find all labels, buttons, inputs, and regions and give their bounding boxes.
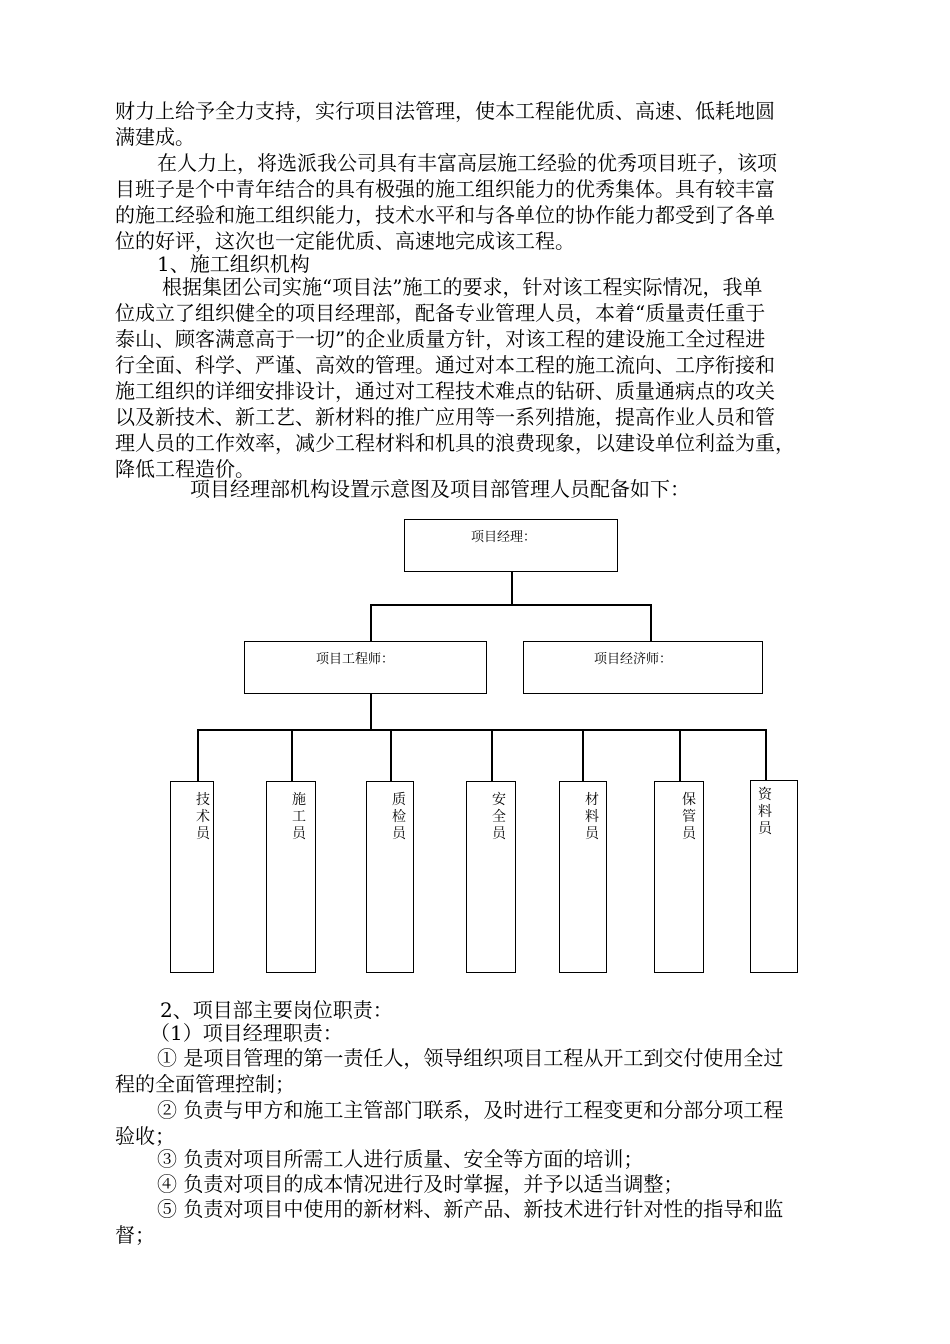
engineer-label: 项目工程师： [316, 652, 395, 667]
staff-box-5 [559, 781, 607, 973]
connector [765, 729, 767, 781]
economist-label: 项目经济师： [594, 652, 673, 667]
staff-label-4: 安 全 员 [492, 792, 506, 842]
connector [197, 729, 766, 731]
manager-label: 项目经理： [471, 530, 537, 545]
connector [679, 729, 681, 782]
text-line: 的施工经验和施工组织能力，技术水平和与各单位的协作能力都受到了各单 [115, 203, 775, 227]
text-line: 位的好评，这次也一定能优质、高速地完成该工程。 [115, 229, 575, 253]
engineer-box [244, 641, 487, 694]
duty-item: ⑤ 负责对项目中使用的新材料、新产品、新技术进行针对性的指导和监 [157, 1197, 784, 1221]
connector [197, 729, 199, 782]
connector [291, 729, 293, 782]
section-heading-1: 1、施工组织机构 [157, 252, 310, 276]
duty-item: ③ 负责对项目所需工人进行质量、安全等方面的培训； [157, 1147, 644, 1171]
staff-box-1 [170, 781, 214, 973]
text-line: 位成立了组织健全的项目经理部，配备专业管理人员，本着“质量责任重于 [115, 301, 766, 325]
connector [491, 729, 493, 782]
section-heading-2: 2、项目部主要岗位职责： [160, 998, 393, 1022]
connector [370, 604, 372, 642]
text-line: 理人员的工作效率，减少工程材料和机具的浪费现象，以建设单位利益为重， [115, 431, 795, 455]
staff-label-2: 施 工 员 [292, 792, 306, 842]
chart-intro: 项目经理部机构设置示意图及项目部管理人员配备如下： [190, 477, 690, 501]
text-line: 目班子是个中青年结合的具有极强的施工组织能力的优秀集体。具有较丰富 [115, 177, 775, 201]
staff-label-3: 质 检 员 [392, 792, 406, 842]
text-line: 在人力上，将选派我公司具有丰富高层施工经验的优秀项目班子，该项 [157, 151, 777, 175]
staff-box-3 [366, 781, 414, 973]
staff-box-6 [654, 781, 704, 973]
connector [390, 729, 392, 782]
duty-item: ① 是项目管理的第一责任人，领导组织项目工程从开工到交付使用全过 [157, 1046, 784, 1070]
text-line: 根据集团公司实施“项目法”施工的要求，针对该工程实际情况，我单 [162, 275, 763, 299]
staff-box-7 [750, 780, 798, 973]
staff-box-4 [466, 781, 516, 973]
duty-item: ② 负责与甲方和施工主管部门联系，及时进行工程变更和分部分项工程 [157, 1098, 784, 1122]
connector [650, 604, 652, 642]
connector [511, 572, 513, 605]
connector [370, 604, 651, 606]
connector [370, 694, 372, 730]
text-line: 泰山、顾客满意高于一切”的企业质量方针，对该工程的建设施工全过程进 [115, 327, 766, 351]
connector [582, 729, 584, 782]
duty-item: ④ 负责对项目的成本情况进行及时掌握，并予以适当调整； [157, 1172, 684, 1196]
staff-label-5: 材 料 员 [585, 792, 599, 842]
staff-box-2 [266, 781, 316, 973]
subheading: （1）项目经理职责： [150, 1021, 343, 1045]
staff-label-1: 技 术 员 [196, 792, 210, 842]
manager-box [404, 519, 618, 572]
duty-item-cont: 督； [115, 1223, 155, 1247]
staff-label-7: 资 料 员 [758, 787, 772, 837]
text-line: 降低工程造价。 [115, 457, 255, 481]
duty-item-cont: 程的全面管理控制； [115, 1072, 295, 1096]
text-line: 财力上给予全力支持，实行项目法管理，使本工程能优质、高速、低耗地圆 [115, 99, 775, 123]
staff-label-6: 保 管 员 [682, 792, 696, 842]
economist-box [523, 641, 763, 694]
duty-item-cont: 验收； [115, 1124, 175, 1148]
text-line: 施工组织的详细安排设计，通过对工程技术难点的钻研、质量通病点的攻关 [115, 379, 775, 403]
text-line: 行全面、科学、严谨、高效的管理。通过对本工程的施工流向、工序衔接和 [115, 353, 775, 377]
text-line: 满建成。 [115, 125, 195, 149]
text-line: 以及新技术、新工艺、新材料的推广应用等一系列措施，提高作业人员和管 [115, 405, 775, 429]
